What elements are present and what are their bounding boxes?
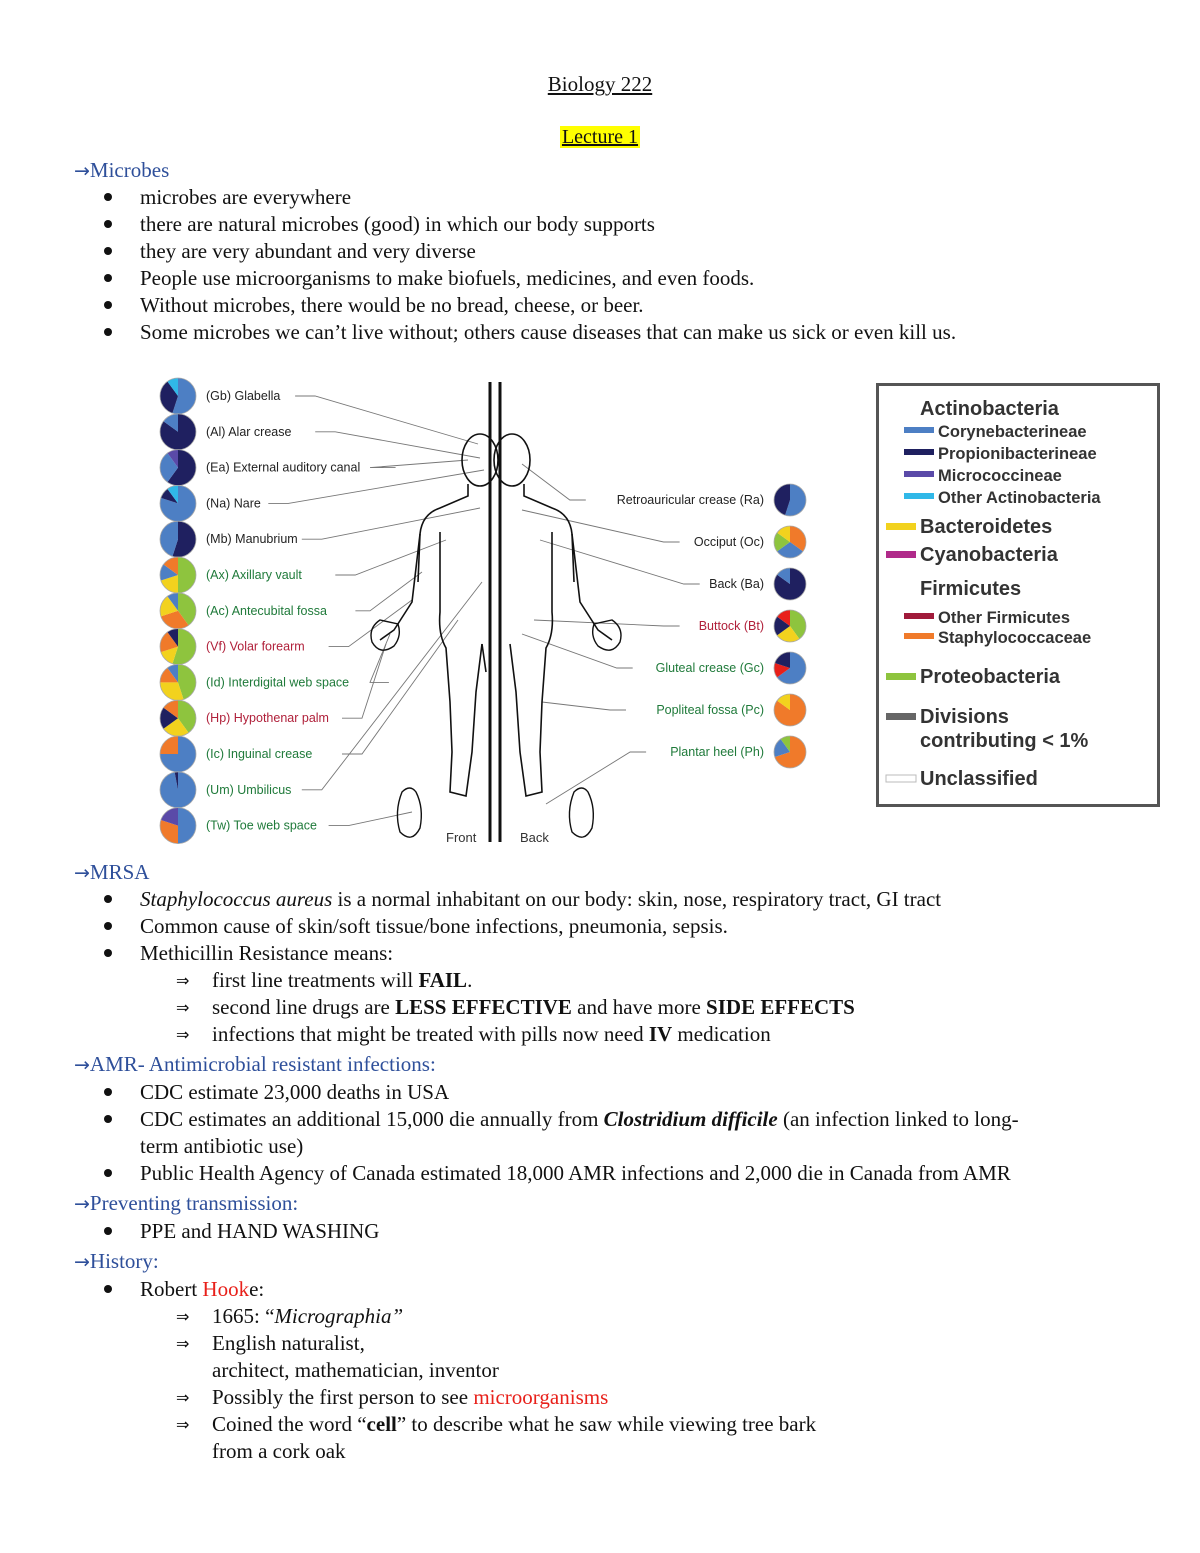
- back-site: [540, 540, 806, 600]
- heading-text: Microbes: [89, 158, 170, 182]
- legend-entry: [920, 578, 1021, 600]
- back-site: [534, 610, 806, 642]
- heading-amr: [74, 1052, 436, 1077]
- bullet-text: (an infection linked to long-: [777, 1107, 1019, 1131]
- implies-arrow-icon: ⇒: [176, 971, 190, 990]
- bullet-text: CDC estimate 23,000 deaths in USA: [140, 1080, 450, 1104]
- site-label: Popliteal fossa (Pc): [656, 703, 764, 717]
- bullet-icon: [104, 922, 112, 930]
- bullet-icon: [104, 1115, 112, 1123]
- leader-line: [295, 396, 478, 444]
- site-label: Gluteal crease (Gc): [655, 661, 764, 675]
- arrow-icon: →: [74, 160, 90, 182]
- leader-line: [540, 540, 700, 584]
- legend-swatch: [904, 449, 934, 455]
- site-label: (Na) Nare: [206, 496, 261, 511]
- bullet-text: Robert: [140, 1277, 203, 1301]
- bullet-text: there are natural microbes (good) in which our body supports: [140, 212, 655, 236]
- sub-text: and have more: [571, 995, 707, 1019]
- legend-swatch: [904, 613, 934, 619]
- sub-text: medication: [672, 1022, 771, 1046]
- legend-label: Cyanobacteria: [920, 544, 1058, 566]
- front-site: [160, 470, 484, 521]
- highlighted-term: microorganisms: [473, 1385, 609, 1409]
- front-site: [160, 414, 480, 458]
- skin-microbiome-figure: [150, 372, 830, 854]
- bullet-continuation: term antibiotic use): [140, 1134, 304, 1158]
- legend-swatch: [886, 713, 916, 720]
- legend-swatch: [904, 633, 934, 639]
- legend-label: Other Actinobacteria: [938, 489, 1101, 507]
- sub-text: Possibly the first person to see: [212, 1385, 474, 1409]
- leader-line: [522, 634, 633, 668]
- legend-label: Other Firmicutes: [938, 609, 1071, 627]
- species-name: Clostridium difficile: [603, 1107, 778, 1131]
- leader-line: [329, 600, 412, 647]
- emphasis: cell: [366, 1412, 397, 1436]
- emphasis: SIDE EFFECTS: [706, 995, 855, 1019]
- arrow-icon: →: [74, 862, 90, 884]
- bullet-icon: [104, 1227, 112, 1235]
- leader-line: [522, 510, 680, 542]
- sub-continuation: from a cork oak: [212, 1439, 346, 1463]
- leader-line: [542, 702, 626, 710]
- bullet-text: Methicillin Resistance means:: [140, 941, 394, 965]
- site-label: (Ic) Inguinal crease: [206, 747, 313, 761]
- implies-arrow-icon: ⇒: [176, 998, 190, 1017]
- leader-line: [335, 540, 446, 575]
- legend-swatch: [886, 523, 916, 530]
- leader-line: [370, 634, 390, 682]
- site-label: (Um) Umbilicus: [206, 782, 292, 797]
- heading-preventing: [74, 1191, 298, 1216]
- emphasis: IV: [648, 1022, 673, 1046]
- emphasis: LESS EFFECTIVE: [395, 995, 572, 1019]
- site-label: (Gb) Glabella: [206, 389, 281, 403]
- highlighted-name: Hook: [202, 1277, 250, 1301]
- heading-text: Preventing transmission:: [89, 1191, 299, 1215]
- legend-label: Firmicutes: [920, 578, 1022, 600]
- bullet-text: Without microbes, there would be no bread, cheese, or beer.: [140, 293, 644, 317]
- heading-text: AMR- Antimicrobial resistant infections:: [89, 1052, 436, 1076]
- lecture-label: Lecture 1: [561, 126, 639, 148]
- implies-arrow-icon: ⇒: [176, 1415, 190, 1434]
- leader-line: [329, 812, 412, 826]
- leader-line: [355, 572, 422, 611]
- site-label: (Vf) Volar forearm: [206, 639, 305, 654]
- sub-text: English naturalist,: [212, 1331, 365, 1355]
- legend-label: Micrococcineae: [938, 467, 1062, 485]
- legend-swatch: [886, 775, 916, 782]
- legend-label: contributing < 1%: [920, 730, 1089, 752]
- bullet-text: is a normal inhabitant on our body: skin, nose, respiratory tract, GI tract: [332, 887, 942, 911]
- sub-text: Coined the word “: [212, 1412, 367, 1436]
- implies-arrow-icon: ⇒: [176, 1388, 190, 1407]
- front-label: Front: [446, 830, 477, 845]
- front-sites-group: [160, 378, 484, 844]
- site-label: (Mb) Manubrium: [206, 532, 298, 547]
- legend-swatch: [886, 673, 916, 680]
- back-site: [522, 464, 806, 516]
- legend-label: Proteobacteria: [920, 666, 1061, 688]
- legend-label: Corynebacterineae: [938, 423, 1087, 441]
- bullet-text: CDC estimates an additional 15,000 die annually from: [140, 1107, 604, 1131]
- site-label: Buttock (Bt): [698, 619, 764, 633]
- lecture-subtitle: [0, 126, 1200, 149]
- bullet-text: People use microorganisms to make biofuels, medicines, and even foods.: [140, 266, 755, 290]
- sub-text: second line drugs are: [212, 995, 396, 1019]
- emphasis: FAIL: [418, 968, 468, 992]
- bullet-text: microbes are everywhere: [140, 185, 352, 209]
- sub-text: ” to describe what he saw while viewing tree bark: [396, 1412, 817, 1436]
- heading-text: History:: [89, 1249, 159, 1273]
- back-site: [522, 510, 806, 558]
- front-body-outline: [380, 434, 498, 796]
- back-site: [522, 634, 806, 684]
- implies-arrow-icon: ⇒: [176, 1334, 190, 1353]
- site-label: Back (Ba): [709, 577, 764, 591]
- legend-swatch: [904, 493, 934, 499]
- bullet-icon: [104, 274, 112, 282]
- site-label: (Hp) Hypothenar palm: [206, 711, 329, 726]
- bullet-icon: [104, 895, 112, 903]
- site-label: (Ax) Axillary vault: [206, 568, 302, 582]
- bullet-text: PPE and HAND WASHING: [140, 1219, 380, 1243]
- site-label: (Al) Alar crease: [206, 424, 292, 439]
- heading-microbes: [74, 158, 169, 183]
- front-site: [160, 808, 412, 844]
- bullet-icon: [104, 193, 112, 201]
- bullet-text: e:: [249, 1277, 265, 1301]
- legend-entry: [920, 398, 1060, 420]
- legend-swatch: [886, 551, 916, 558]
- back-body-outline: [494, 434, 612, 796]
- legend-swatch: [904, 471, 934, 477]
- leader-line: [370, 460, 468, 468]
- site-label: Occiput (Oc): [693, 535, 764, 549]
- back-hand: [593, 620, 621, 650]
- sub-text: .: [467, 968, 473, 992]
- sub-continuation: architect, mathematician, inventor: [212, 1358, 499, 1382]
- book-title: Micrographia”: [274, 1304, 404, 1328]
- site-label: (Id) Interdigital web space: [206, 675, 350, 690]
- front-site: [160, 620, 458, 772]
- bullet-text: Public Health Agency of Canada estimated 18,000 AMR infections and 2,000 die in Canada from AMR: [140, 1161, 1011, 1185]
- legend-swatch: [904, 427, 934, 433]
- pie-slice: [178, 808, 196, 844]
- bullet-icon: [104, 301, 112, 309]
- sub-text: 1665: “: [212, 1304, 275, 1328]
- legend-entry: [920, 730, 1089, 752]
- site-label: Retroauricular crease (Ra): [616, 493, 764, 507]
- site-label: Plantar heel (Ph): [670, 745, 764, 759]
- heading-text: MRSA: [89, 860, 150, 884]
- legend-label: Staphylococcaceae: [938, 629, 1092, 647]
- legend-label: Propionibacterineae: [938, 445, 1097, 463]
- pie-slice: [178, 557, 196, 593]
- legend-label: Divisions: [920, 706, 1009, 728]
- back-site: [546, 736, 806, 804]
- back-site: [542, 694, 806, 726]
- leader-line: [522, 464, 586, 500]
- arrow-icon: →: [74, 1054, 90, 1076]
- bullet-icon: [104, 1169, 112, 1177]
- front-site: [160, 540, 446, 593]
- legend-label: Actinobacteria: [920, 398, 1059, 420]
- document-title: Biology 222: [547, 72, 653, 96]
- legend-label: Bacteroidetes: [920, 516, 1053, 538]
- legend-label: Unclassified: [920, 768, 1038, 790]
- bullet-text: Some microbes we can’t live without; others cause diseases that can make us sick or even kill us.: [140, 320, 957, 344]
- site-label: (Ac) Antecubital fossa: [206, 603, 327, 618]
- sub-text: first line treatments will: [212, 968, 419, 992]
- bullet-icon: [104, 328, 112, 336]
- heading-history: [74, 1249, 159, 1274]
- arrow-icon: →: [74, 1251, 90, 1273]
- phylum-legend: [876, 383, 1160, 807]
- bullet-text: Common cause of skin/soft tissue/bone infections, pneumonia, sepsis.: [140, 914, 728, 938]
- bullet-icon: [104, 220, 112, 228]
- site-label: (Tw) Toe web space: [206, 818, 317, 833]
- back-foot: [569, 788, 593, 837]
- bullet-icon: [104, 949, 112, 957]
- bullet-text: they are very abundant and very diverse: [140, 239, 476, 263]
- heading-mrsa: [74, 860, 149, 885]
- back-label: Back: [520, 830, 549, 845]
- leader-line: [302, 508, 480, 539]
- bullet-icon: [104, 1088, 112, 1096]
- implies-arrow-icon: ⇒: [176, 1025, 190, 1044]
- leader-line: [546, 752, 646, 804]
- arrow-icon: →: [74, 1193, 90, 1215]
- bullet-icon: [104, 247, 112, 255]
- leader-line: [342, 620, 458, 754]
- sub-text: infections that might be treated with pills now need: [212, 1022, 649, 1046]
- leader-line: [268, 470, 484, 503]
- site-label: (Ea) External auditory canal: [206, 460, 361, 475]
- implies-arrow-icon: ⇒: [176, 1307, 190, 1326]
- leader-line: [315, 432, 480, 458]
- front-site: [160, 508, 480, 557]
- species-name: Staphylococcus aureus: [140, 887, 333, 911]
- bullet-icon: [104, 1285, 112, 1293]
